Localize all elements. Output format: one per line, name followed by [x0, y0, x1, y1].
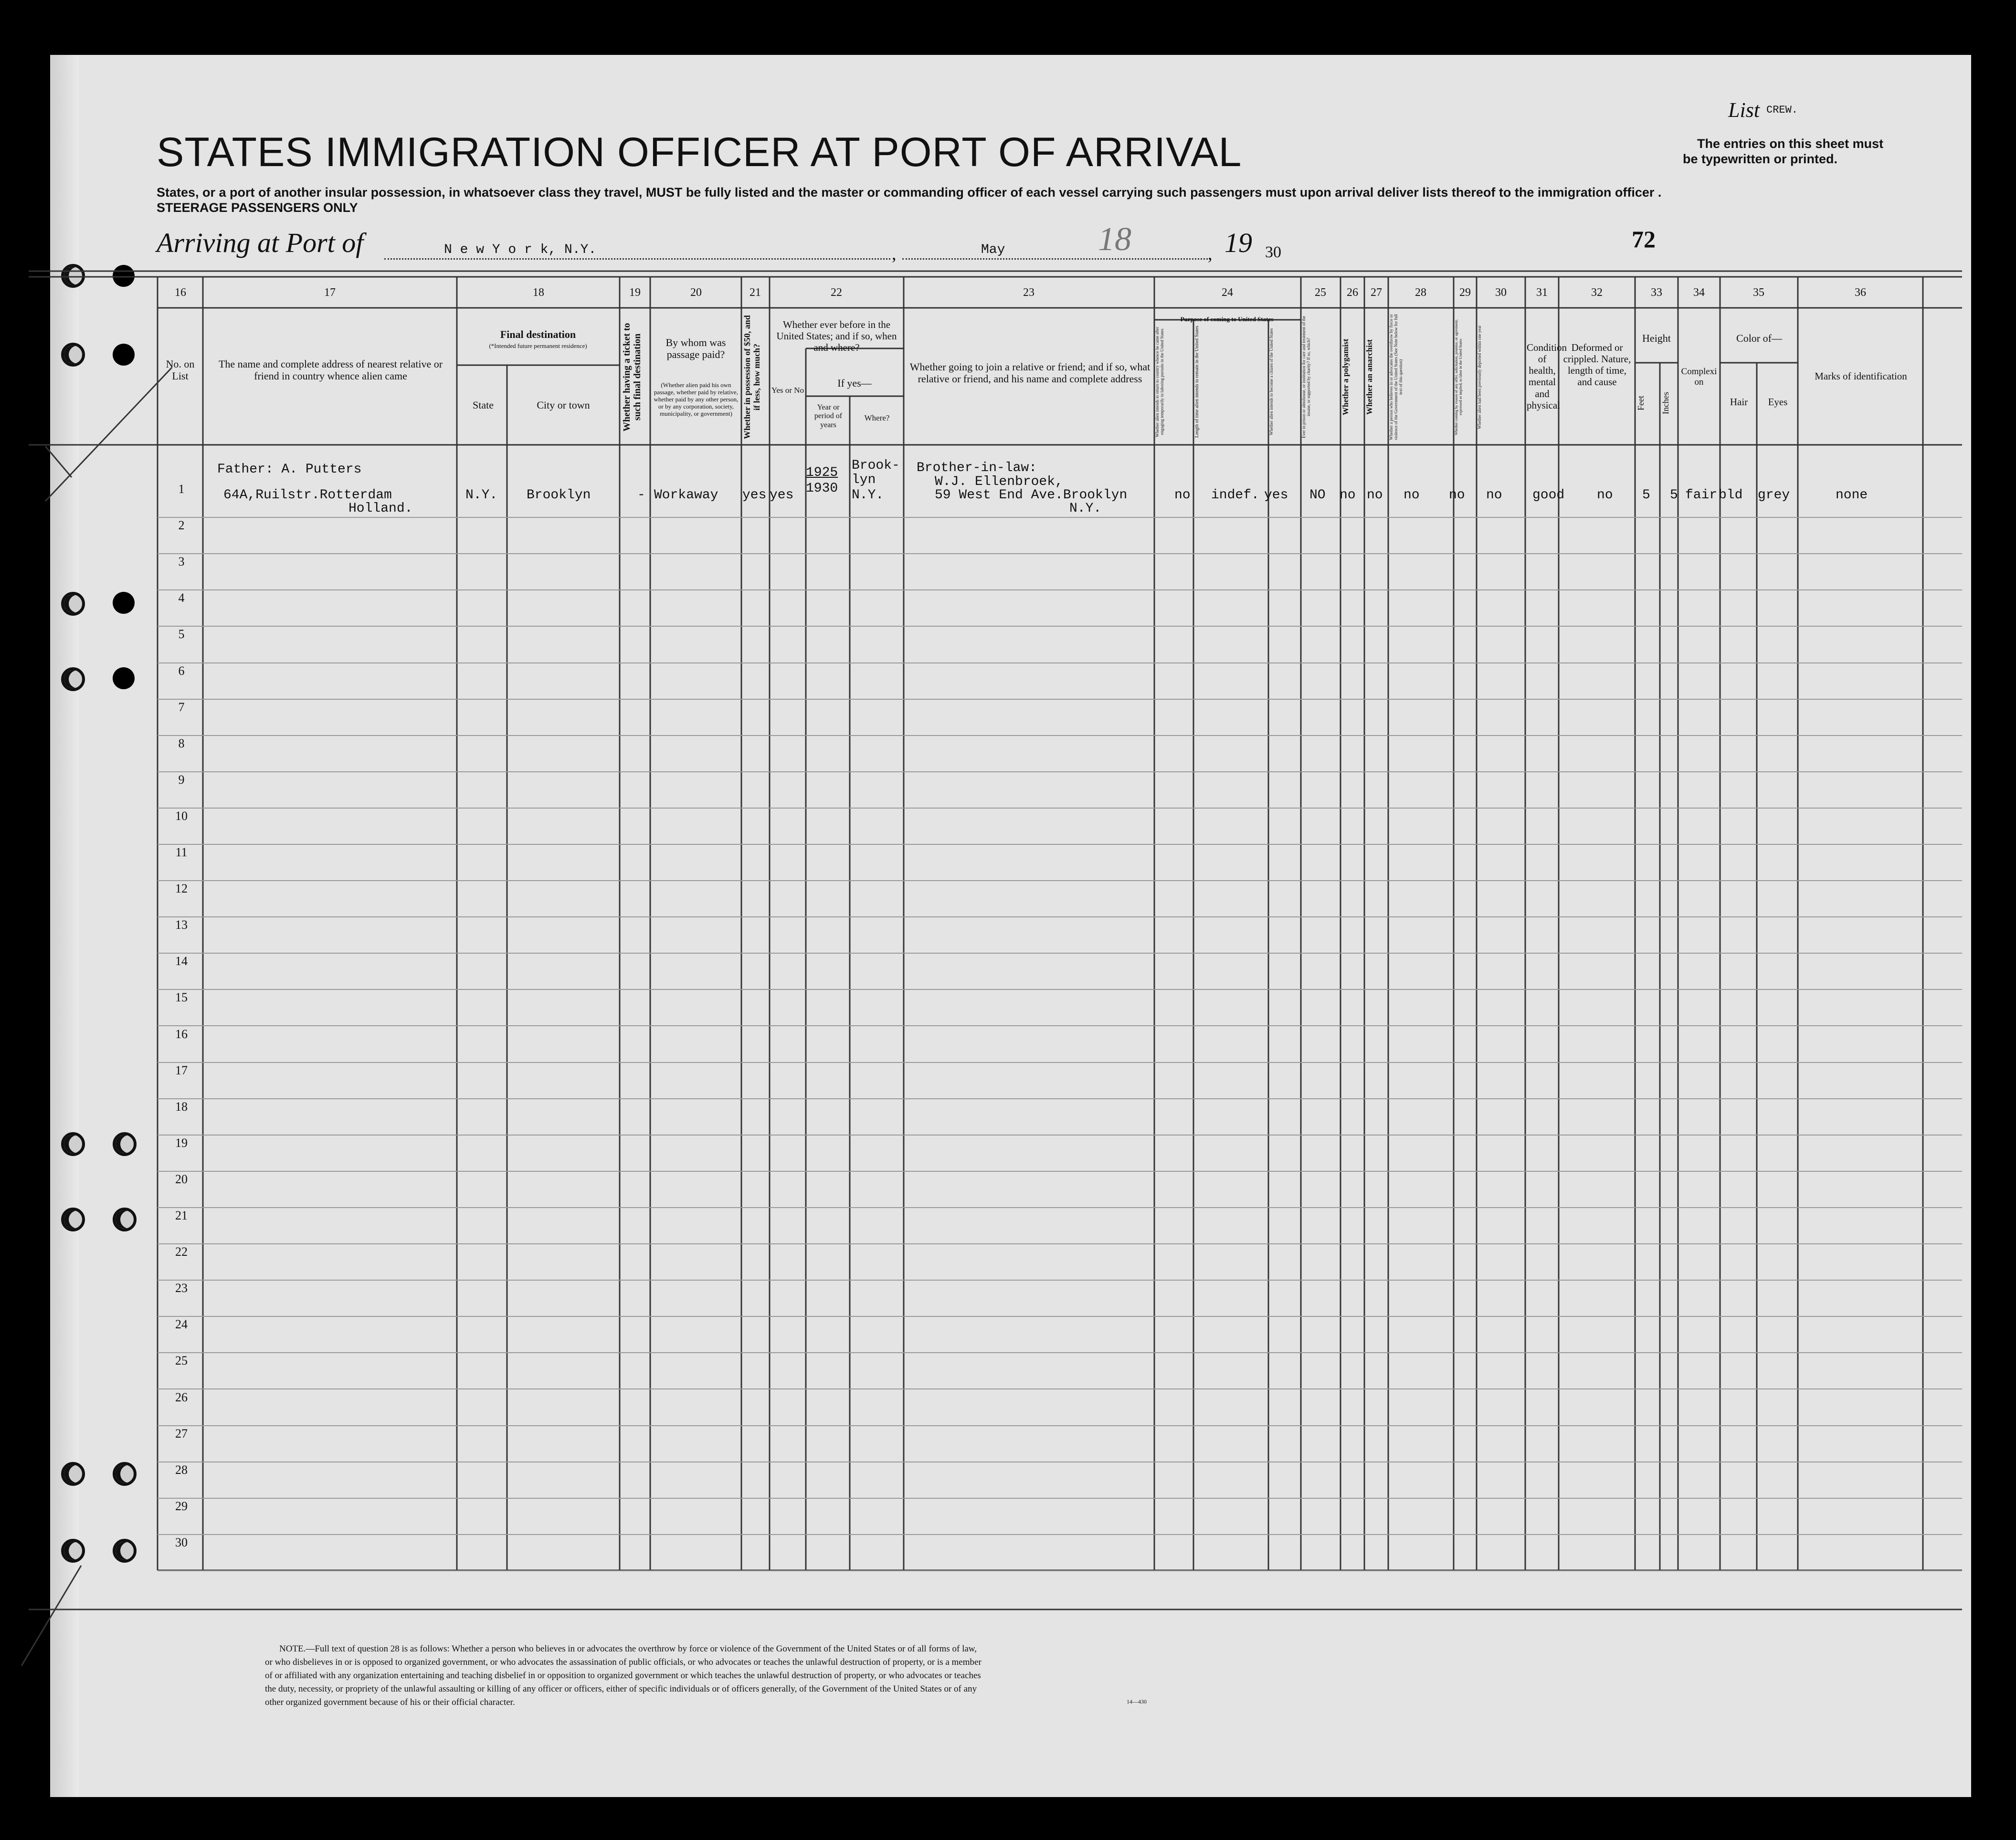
header-purpose: Purpose of coming to United States: [1180, 315, 1274, 323]
row-number: 11: [175, 845, 188, 859]
header-polygamist: Whether a polygamist: [1341, 338, 1350, 416]
labor-offer-value: no: [1449, 488, 1465, 503]
header-purpose-citizen: Whether alien intends to become a citizen of the United States: [1269, 328, 1274, 436]
column-number: 17: [324, 286, 336, 299]
column-number: 22: [831, 286, 842, 299]
hair-value: bld: [1719, 488, 1743, 503]
anarchist-value: no: [1367, 488, 1383, 503]
header-years: Year or period of years: [814, 403, 843, 429]
join-address: 59 West End Ave.Brooklyn: [935, 488, 1128, 503]
row-number: 8: [178, 736, 185, 750]
header-height: Height: [1642, 332, 1671, 344]
purpose-citizen-value: yes: [1264, 488, 1288, 503]
header-color-of: Color of—: [1736, 332, 1782, 344]
column-number: 27: [1371, 286, 1382, 299]
row-number: 3: [178, 555, 185, 569]
header-health: Condition of health, mental and physical: [1527, 342, 1567, 411]
form-number: 14—430: [1127, 1698, 1147, 1705]
row-number: 5: [178, 627, 185, 641]
header-fifty-dollars: Whether in possession of $50, and if less, how much?: [742, 315, 761, 439]
row-number: 29: [175, 1499, 188, 1513]
relative-name: Father: A. Putters: [217, 462, 362, 477]
money-value: yes: [742, 488, 767, 503]
destination-state: N.Y.: [465, 488, 498, 503]
where-line1: Brook-: [852, 458, 900, 473]
row-number: 25: [175, 1354, 188, 1368]
column-number: 20: [690, 286, 702, 299]
port-underline: [384, 258, 890, 260]
relative-address: 64A,Ruilstr.Rotterdam: [223, 488, 392, 503]
row-number: 1: [178, 482, 185, 496]
day-value: 18: [1098, 221, 1131, 258]
column-number: 24: [1222, 286, 1233, 299]
join-city: N.Y.: [1069, 501, 1102, 516]
prison-value: NO: [1309, 488, 1326, 503]
passage-paid-value: Workaway: [654, 488, 718, 503]
row-number: 10: [175, 809, 188, 823]
column-number: 35: [1753, 286, 1764, 299]
column-number: 29: [1459, 286, 1471, 299]
row-number: 19: [175, 1136, 188, 1150]
row-number: 30: [175, 1535, 188, 1549]
header-passage-paid: By whom was passage paid?: [665, 336, 726, 361]
year-second: 1930: [806, 481, 838, 496]
header-join-relative: Whether going to join a relative or friend; and if so, what relative or friend, and his name and complete address: [909, 361, 1150, 385]
header-relative: The name and complete address of nearest relative or friend in country whence alien came: [218, 358, 443, 382]
column-number: 32: [1591, 286, 1603, 299]
header-no-on-list: No. on List: [166, 358, 195, 382]
overthrow-value: no: [1404, 488, 1420, 503]
comma: ,: [1208, 244, 1213, 264]
height-feet-value: 5: [1642, 488, 1650, 503]
header-purpose-length: Length of time alien intends to remain in the United States: [1194, 326, 1200, 438]
list-value: CREW.: [1766, 104, 1798, 116]
month-value: May: [981, 242, 1005, 257]
header-where: Where?: [864, 413, 890, 422]
row-number: 23: [175, 1281, 188, 1295]
date-underline: [902, 258, 1208, 260]
row-number: 17: [175, 1063, 188, 1077]
column-number: 33: [1651, 286, 1662, 299]
column-number: 18: [533, 286, 544, 299]
column-number: 25: [1315, 286, 1326, 299]
join-relation: Brother-in-law:: [917, 461, 1037, 475]
row-number: 21: [175, 1209, 188, 1222]
column-number: 30: [1495, 286, 1507, 299]
header-inches: Inches: [1661, 392, 1670, 415]
purpose-length-value: indef.: [1211, 488, 1259, 503]
steerage-note: STEERAGE PASSENGERS ONLY: [157, 200, 358, 215]
join-name: W.J. Ellenbroek,: [935, 474, 1063, 489]
header-ticket: Whether having a ticket to such final destination: [622, 323, 643, 431]
column-number: 26: [1347, 286, 1358, 299]
column-number: 28: [1415, 286, 1426, 299]
ticket-value: -: [637, 488, 645, 503]
row-number: 16: [175, 1027, 188, 1041]
column-number: 34: [1693, 286, 1705, 299]
eyes-value: grey: [1758, 488, 1790, 503]
row-number: 2: [178, 518, 185, 533]
sheet-number: 72: [1632, 226, 1656, 252]
note-line: other organized government because of his or their official character.: [265, 1697, 515, 1707]
relative-country: Holland.: [348, 501, 413, 516]
list-label: List: [1728, 98, 1760, 122]
deported-value: no: [1486, 488, 1502, 503]
polygamist-value: no: [1340, 488, 1356, 503]
header-final-destination-note: (*Intended future permanent residence): [489, 342, 587, 349]
note-line: the duty, necessity, or propriety of the unlawful assaulting or killing of any officer or officers, either of specific individuals or of officers generally, of the Government of the United States or of any: [265, 1684, 977, 1694]
ever-before-value: yes: [770, 488, 794, 503]
year-prefix: 19: [1224, 227, 1252, 258]
row-number: 12: [175, 882, 188, 896]
header-deformed: Deformed or crippled. Nature, length of time, and cause: [1563, 342, 1631, 388]
deformed-value: no: [1597, 488, 1613, 503]
port-value: N e w Y o r k, N.Y.: [444, 242, 597, 257]
header-state: State: [473, 399, 494, 411]
header-purpose-return: Whether alien intends to return to country whence he came after engaging temporarily in laboring pursuits in the United States: [1155, 326, 1164, 437]
row-number: 14: [175, 954, 188, 968]
row-number: 4: [178, 591, 185, 605]
column-number: 21: [749, 286, 761, 299]
header-ever-before: Whether ever before in the United States; and if so, when and where?: [776, 319, 897, 354]
column-number: 36: [1855, 286, 1866, 299]
header-if-yes: If yes—: [837, 377, 872, 389]
header-marks: Marks of identification: [1815, 370, 1907, 382]
note-line: of or affiliated with any organization entertaining and teaching disbelief in or opposition to organized government or which teaches the unlawful destruction of property, or who advocates or teaches: [265, 1671, 981, 1681]
year-suffix: 30: [1265, 243, 1281, 261]
header-deported: Whether alien had been previously deported within one year: [1477, 325, 1482, 429]
row-number: 20: [175, 1172, 188, 1186]
header-city: City or town: [537, 399, 590, 411]
header-overthrow: Whether a person who believes in or advocates the overthrow by force or violence of the Government of the United States (See Note below for full text of this question): [1389, 314, 1403, 440]
arriving-label: Arriving at Port of: [157, 227, 364, 258]
header-hair: Hair: [1730, 396, 1748, 408]
header-yes-no: Yes or No: [771, 386, 804, 395]
year-first: 1925: [806, 465, 838, 480]
where-line3: N.Y.: [852, 488, 884, 503]
row-number: 26: [175, 1390, 188, 1404]
row-number: 15: [175, 990, 188, 1005]
column-number: 19: [629, 286, 641, 299]
marks-value: none: [1836, 488, 1868, 503]
instructions-line2: be typewritten or printed.: [1683, 152, 1838, 166]
note-line: NOTE.—Full text of question 28 is as follows: Whether a person who believes in or advocates the overthrow by force or violence of the Government of the United States or of all forms of law,: [279, 1644, 977, 1654]
row-number: 18: [175, 1099, 188, 1114]
height-inches-value: 5: [1670, 488, 1678, 503]
header-final-destination: Final destination: [500, 328, 576, 340]
header-anarchist: Whether an anarchist: [1365, 339, 1374, 415]
comma: ,: [892, 244, 897, 264]
row-number: 24: [175, 1317, 188, 1332]
row-number: 28: [175, 1462, 188, 1477]
row-number: 22: [175, 1245, 188, 1259]
instructions-line1: The entries on this sheet must: [1697, 137, 1884, 151]
header-passage-note: (Whether alien paid his own passage, whether paid by relative, whether paid by any other person, or by any corporation, society, municipality, or government): [654, 381, 739, 417]
row-number: 27: [175, 1426, 188, 1440]
row-number: 13: [175, 918, 188, 932]
row-number: 7: [178, 700, 185, 714]
header-feet: Feet: [1636, 396, 1646, 411]
header-eyes: Eyes: [1768, 396, 1788, 408]
purpose-return-value: no: [1174, 488, 1191, 503]
column-number: 31: [1536, 286, 1548, 299]
complexion-value: fair: [1685, 488, 1718, 503]
header-labor-offer: Whether coming by reason of any offer, solicitation, promise, or agreement, expressed or implied, to labor in the United States: [1454, 319, 1463, 435]
health-value: good: [1532, 488, 1565, 503]
destination-city: Brooklyn: [527, 488, 591, 503]
row-number: 9: [178, 772, 185, 787]
column-number: 16: [175, 286, 186, 299]
page-title: STATES IMMIGRATION OFFICER AT PORT OF ARRIVAL: [157, 129, 1242, 175]
header-complexion: Complexion: [1681, 367, 1717, 387]
where-line2: lyn: [852, 473, 876, 487]
column-number: 23: [1023, 286, 1034, 299]
note-line: or who disbelieves in or is opposed to organized government, or who advocates the assassination of public officials, or who advocates or teaches the unlawful destruction of property, or is a member: [265, 1657, 982, 1667]
header-prison: Ever in prison or almshouse, or institution for care and treatment of the insane, or supported by charity? If so, which?: [1301, 315, 1311, 439]
page-subtitle: States, or a port of another insular possession, in whatsoever class they travel, MUST be fully listed and the master or commanding officer of each vessel carrying such passengers must upon arrival deliver lists thereof to the immigration officer .: [157, 185, 1662, 200]
row-number: 6: [178, 663, 185, 678]
